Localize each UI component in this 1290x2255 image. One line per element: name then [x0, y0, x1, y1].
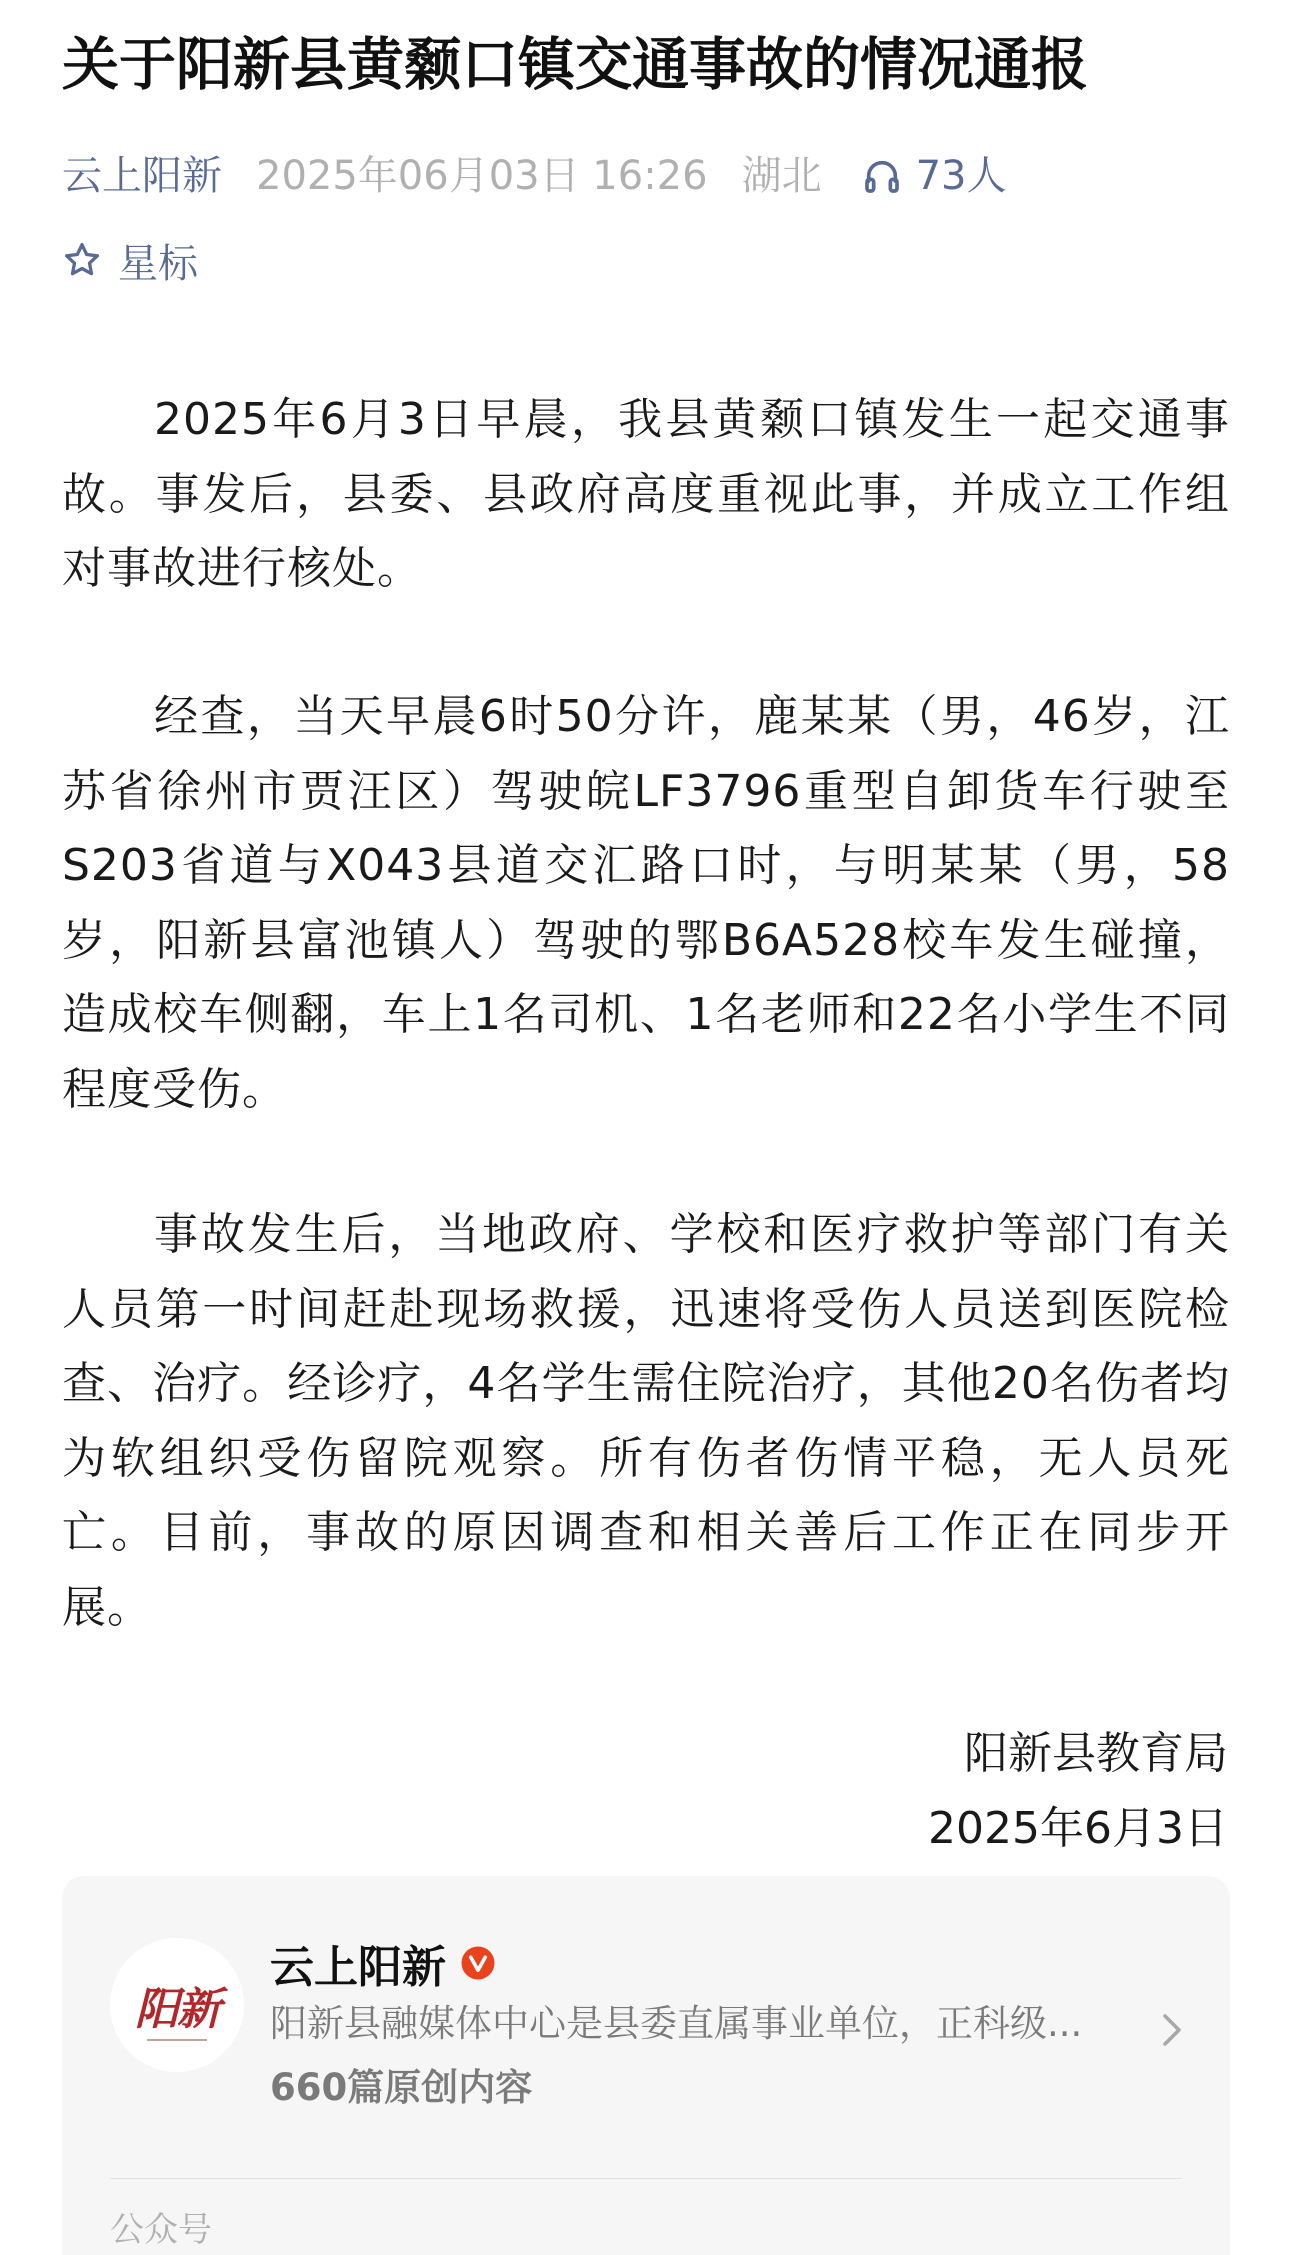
publish-region: 湖北	[741, 153, 822, 199]
headphones-icon	[862, 156, 902, 196]
account-avatar	[110, 1938, 244, 2072]
account-name-row	[270, 1930, 496, 1996]
account-description: 阳新县融媒体中心是县委直属事业单位，正科级...	[270, 2002, 1083, 2045]
logo-subline	[110, 2039, 244, 2042]
account-logo-text: 阳新	[135, 1984, 219, 2035]
listener-count: 73人	[915, 153, 1007, 199]
chevron-right-icon[interactable]	[1156, 2010, 1186, 2050]
star-button[interactable]	[62, 232, 198, 288]
verified-badge-icon	[460, 1945, 496, 1981]
signature-date: 2025年6月3日	[928, 1803, 1228, 1854]
article-title: 关于阳新县黄颡口镇交通事故的情况通报	[62, 32, 1088, 98]
article-paragraph: 经查，当天早晨6时50分许，鹿某某（男，46岁，江苏省徐州市贾汪区）驾驶皖LF3796重型自卸货车行驶至S203省道与X043县道交汇路口时，与明某某（男，58岁，阳新县富池镇人）驾驶的鄂B6A528校车发生碰撞，造成校车侧翻，车上1名司机、1名老师和22名小学生不同程度受伤。	[62, 691, 1230, 1115]
article-paragraph: 事故发生后，当地政府、学校和医疗救护等部门有关人员第一时间赶赴现场救援，迅速将受伤人员送到医院检查、治疗。经诊疗，4名学生需住院治疗，其他20名伤者均为软组织受伤留院观察。所有伤者伤情平稳，无人员死亡。目前，事故的原因调查和相关善后工作正在同步开展。	[62, 1209, 1230, 1633]
account-article-count: 660篇原创内容	[270, 2066, 533, 2109]
article-meta	[62, 148, 1007, 204]
star-outline-icon	[62, 240, 102, 280]
listen-button[interactable]	[862, 148, 1007, 204]
star-label: 星标	[118, 240, 198, 287]
account-card-name: 云上阳新	[270, 1942, 446, 1993]
account-card[interactable]	[62, 1876, 1230, 2255]
publish-datetime: 2025年06月03日 16:26	[256, 153, 708, 199]
card-footer-label: 公众号	[110, 2210, 212, 2250]
account-name-link[interactable]: 云上阳新	[62, 153, 222, 199]
article-paragraph: 2025年6月3日早晨，我县黄颡口镇发生一起交通事故。事发后，县委、县政府高度重视此事，并成立工作组对事故进行核处。	[62, 394, 1230, 594]
signature-org: 阳新县教育局	[964, 1728, 1228, 1779]
card-divider	[110, 2178, 1182, 2179]
